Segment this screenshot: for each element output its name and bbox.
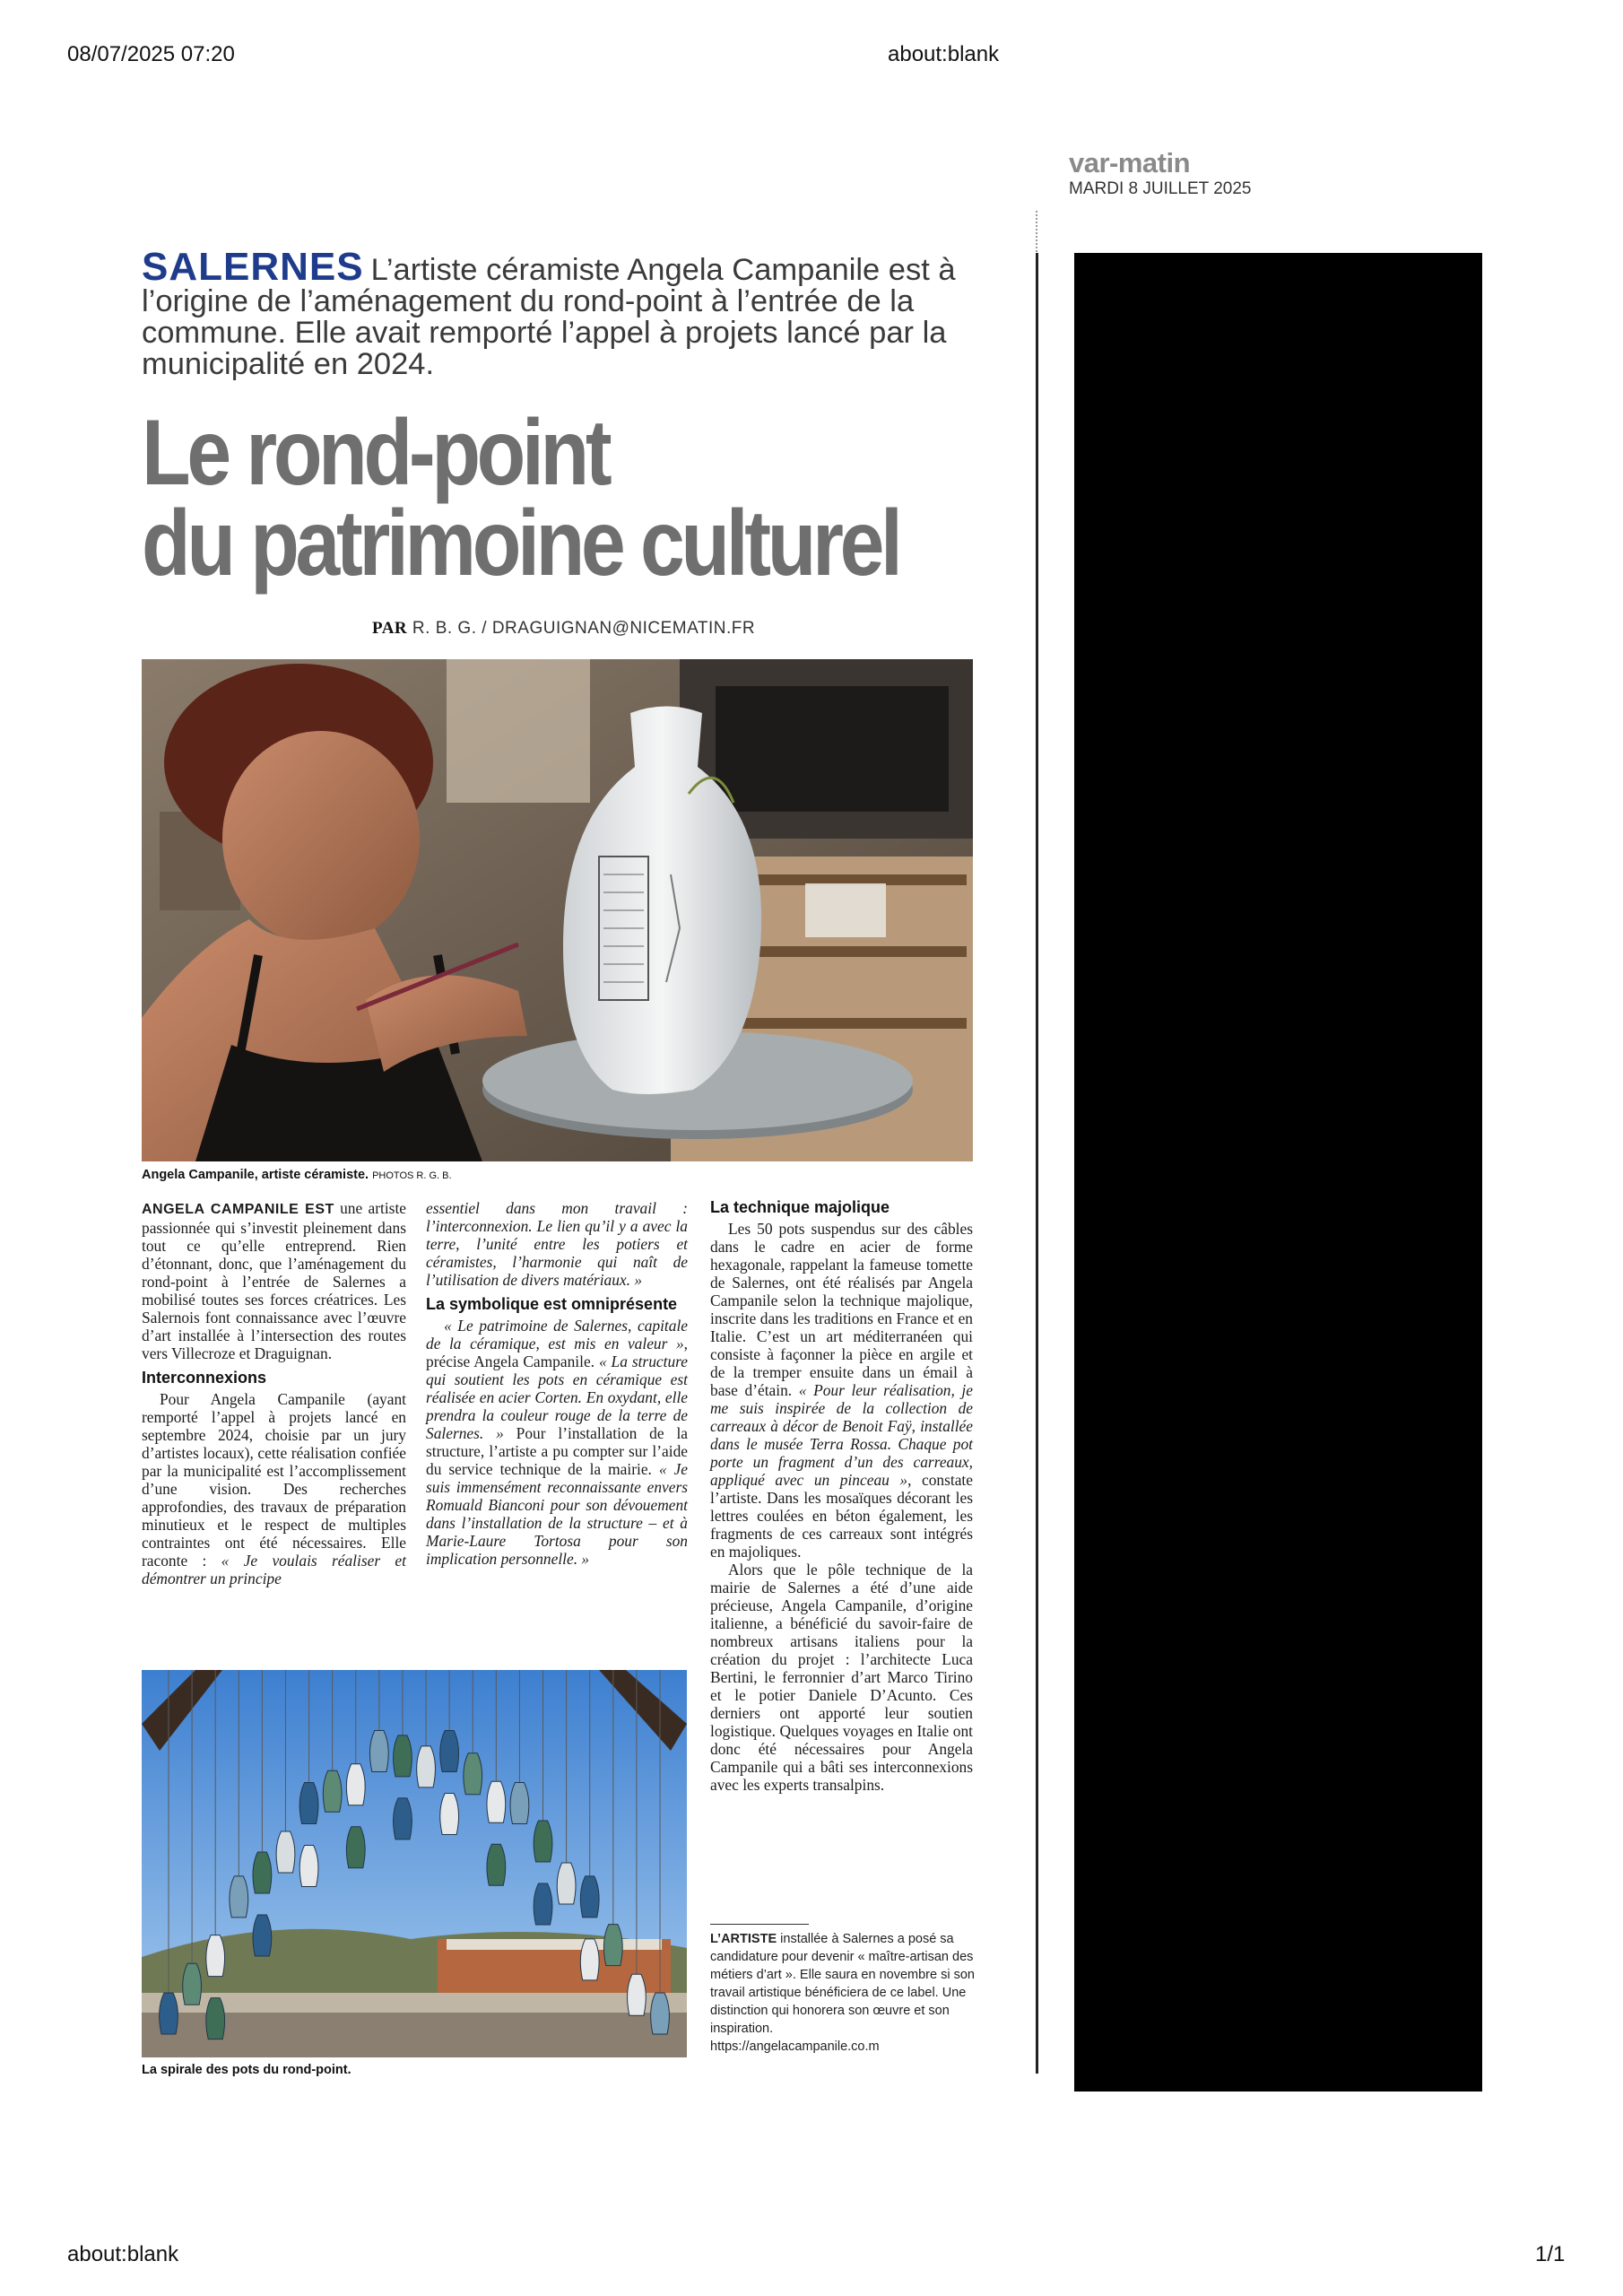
newspaper-date: MARDI 8 JUILLET 2025: [1069, 179, 1252, 198]
vase: [580, 1876, 599, 1918]
vase: [346, 1764, 365, 1805]
headline-line-1: Le rond-point: [142, 401, 609, 505]
subhead-interconnexions: Interconnexions: [142, 1369, 267, 1387]
vase: [346, 1827, 365, 1868]
note-text: installée à Salernes a posé sa candidature pour devenir « maître-artisan des métiers d’art ». Elle saura en novembre si son travail artistique bénéficiera de ce label. Une distinction qui honorera son œuvre et son inspiration.: [710, 1932, 975, 2036]
col2-quote-1: essentiel dans mon travail : l’interconnexion. Le lien qu’il y a avec la terre, l’unité entre les potiers et céramistes, l’harmonie qui naît de l’utilisation de divers matériaux. »: [426, 1199, 688, 1289]
byline-par: PAR: [372, 619, 408, 638]
roundabout-photo: [142, 1670, 687, 2057]
vase: [160, 1993, 178, 2034]
headline-line-2: du patrimoine culturel: [142, 491, 899, 596]
print-title: about:blank: [888, 42, 1000, 66]
vase: [651, 1993, 670, 2034]
byline: [372, 619, 755, 639]
vase: [206, 1935, 225, 1977]
photo-caption-2: La spirale des pots du rond-point.: [142, 2063, 352, 2077]
col1-paragraph-1: une artiste passionnée qui s’investit pleinement dans tout ce qu’elle entreprend. Rien d’étonnant, donc, que l’aménagement du rond-point à l’entrée de Salernes a mobilisé toutes ses forces créatrices. Les Salernois font connaissance avec l’œuvre d’art installée à l’intersection des routes vers Villecroze et Draguignan.: [142, 1199, 406, 1362]
column-divider: [1036, 253, 1038, 2074]
lead-in: ANGELA CAMPANILE EST: [142, 1202, 334, 1217]
vase: [394, 1798, 412, 1839]
col1-paragraph-2: Pour Angela Campanile (ayant remporté l’appel à projets lancé en septembre 2024, choisie par un jury d’artistes locaux), cette réalisation confiée par la municipalité est l’accomplissement d’une vision. Des recherches approfondies, des travaux de préparation minutieux et le respect de multiples contraintes ont été nécessaires. Elle raconte :: [142, 1390, 406, 1570]
vase: [580, 1939, 599, 1980]
caption-text: Angela Campanile, artiste céramiste.: [142, 1168, 369, 1182]
vase: [603, 1925, 622, 1966]
vase: [394, 1735, 412, 1777]
vase: [323, 1770, 342, 1812]
vase: [440, 1794, 459, 1835]
vase: [510, 1782, 529, 1823]
vase: [276, 1831, 295, 1873]
col3-text-1: Les 50 pots suspendus sur des câbles dans le cadre en acier de forme hexagonale, rappelant la fameuse tomette de Salernes, ont été réalisés par Angela Campanile selon la technique majolique, inscrite dans les traditions en France et en Italie. C’est un art méditerranéen qui consiste à façonner la pièce en argile et de la tremper ensuite dans un émail à base d’étain.: [710, 1220, 973, 1399]
vase: [299, 1782, 318, 1823]
print-footer-right: 1/1: [1535, 2242, 1566, 2266]
photo-caption-1: [142, 1168, 452, 1182]
vase: [183, 1963, 202, 2005]
vase: [464, 1753, 482, 1795]
vase: [253, 1852, 272, 1893]
subhead-technique: La technique majolique: [710, 1198, 890, 1216]
vase: [557, 1863, 576, 1904]
print-footer-left: about:blank: [67, 2242, 179, 2266]
vase: [206, 1998, 225, 2039]
vase: [534, 1883, 552, 1925]
note-lead: L’ARTISTE: [710, 1932, 777, 1946]
vase: [253, 1915, 272, 1956]
print-datetime: 08/07/2025 07:20: [67, 42, 235, 66]
intro-text: L’artiste céramiste Angela Campanile est à l’origine de l’aménagement du rond-point à l’entrée de la commune. Elle avait remporté l’appel à projets lancé par la municipalité en 2024.: [142, 253, 956, 381]
article-column-3: [710, 1199, 973, 1794]
col2-quote-2: « Le patrimoine de Salernes, capitale de la céramique, est mis en valeur »: [426, 1317, 688, 1352]
vase: [369, 1731, 388, 1772]
vase: [487, 1844, 506, 1885]
col3-paragraph-2: Alors que le pôle technique de la mairie de Salernes a été d’une aide précieuse, Angela Campanile, d’origine italienne, a bénéficié du savoir-faire de nombreux artisans italiens pour la création du projet : l’architecte Luca Bertini, le ferronnier d’art Marco Tirino et le potier Daniele D’Acunto. Ces derniers ont apporté leur soutien logistique. Quelques voyages en Italie ont donc été nécessaires pour Angela Campanile qui a bâti ses interconnexions avec les experts transalpins.: [710, 1561, 973, 1794]
roundabout-photo-illustration: [142, 1670, 687, 2057]
col2-quote-4: « Je suis immensément reconnaissante envers Romuald Bianconi pour son dévouement dans l’installation de la structure – et à Marie-Laure Tortosa pour son implication personnelle. »: [426, 1460, 688, 1568]
col2-quote-3: « La structure qui soutient les pots en céramique est réalisée en acier Corten. En oxydant, elle prendra la couleur rouge de la terre de Salernes. »: [426, 1352, 688, 1442]
col2-text-2: Pour l’installation de la structure, l’artiste a pu compter sur l’aide du service technique de la mairie.: [426, 1424, 688, 1478]
col1-quote: « Je voulais réaliser et démontrer un principe: [142, 1552, 406, 1587]
article-column-2: [426, 1199, 688, 1568]
photo-credit: PHOTOS R. G. B.: [372, 1170, 452, 1181]
redacted-area: [1074, 253, 1482, 2092]
vase: [417, 1746, 436, 1787]
col2-text-1: , précise Angela Campanile.: [426, 1335, 688, 1370]
vase: [487, 1781, 506, 1822]
note-rule: [710, 1924, 809, 1925]
vase: [299, 1845, 318, 1886]
byline-author: R. B. G. / DRAGUIGNAN@NICEMATIN.FR: [412, 619, 756, 638]
artist-website: https://angelacampanile.co.m: [710, 2039, 880, 2054]
vase: [440, 1731, 459, 1772]
vase: [230, 1876, 248, 1918]
dotted-divider: [1036, 211, 1037, 256]
subhead-symbolique: La symbolique est omniprésente: [426, 1295, 678, 1313]
article-intro: [142, 245, 976, 381]
newspaper-brand: var-matin: [1069, 147, 1191, 178]
artist-note: [710, 1930, 975, 2056]
artist-photo: [142, 659, 973, 1161]
vase: [534, 1821, 552, 1862]
col3-quote: « Pour leur réalisation, je me suis inspirée de la collection de carreaux à décor de Benoit Faÿ, installée dans le musée Terra Rossa. Chaque pot porte un fragment d’un des carreaux, appliqué avec un pinceau »: [710, 1381, 973, 1489]
artist-photo-illustration: [142, 659, 973, 1161]
vase: [628, 1974, 647, 2015]
col3-text-2: , constate l’artiste. Dans les mosaïques décorant les lettres coulées en béton également, les fragments de ces carreaux sont intégrés en majoliques.: [710, 1471, 973, 1561]
city-name: SALERNES: [142, 245, 364, 289]
article-column-1: [142, 1199, 406, 1587]
